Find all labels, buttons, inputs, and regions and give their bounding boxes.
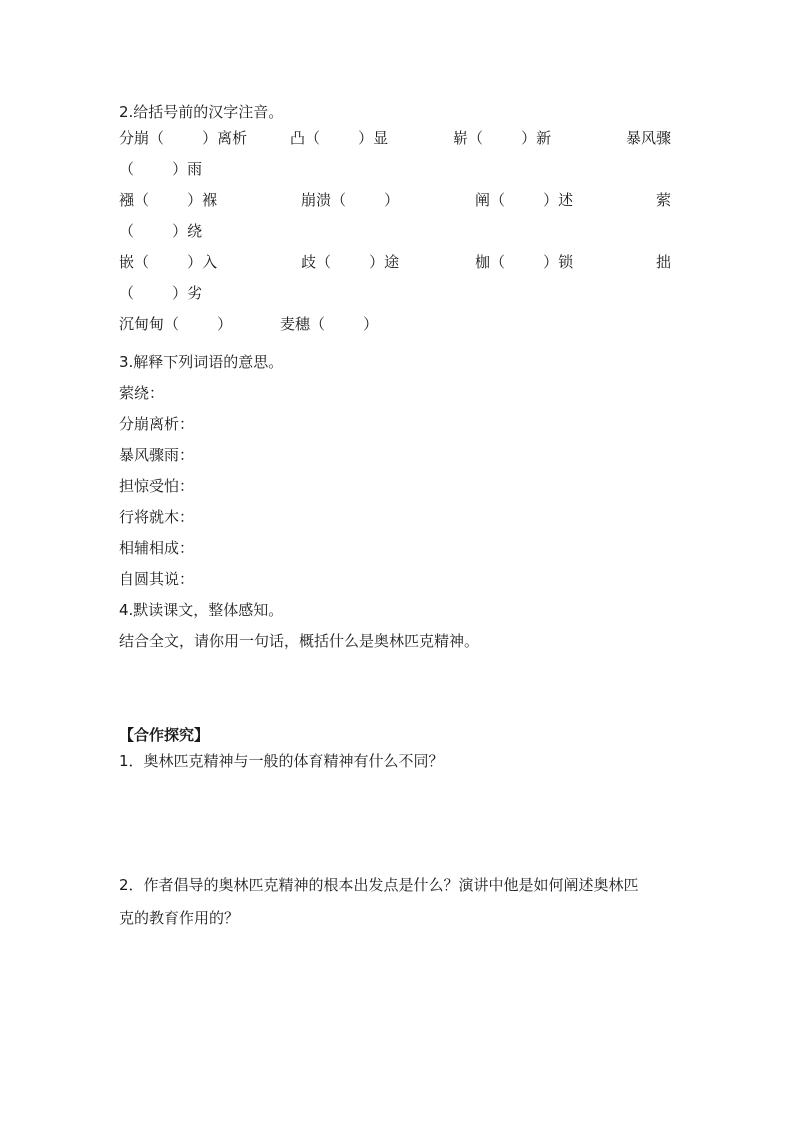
coop-question-2-line2: 克的教育作用的？ <box>119 909 240 927</box>
q2-row1-word1: 分崩（ ）离析 <box>119 129 248 147</box>
q3-item: 担惊受怕： <box>119 477 195 495</box>
coop-heading: 【合作探究】 <box>119 726 210 744</box>
coop-question-1: 1．奥林匹克精神与一般的体育精神有什么不同？ <box>119 752 444 770</box>
q2-row1-continuation: （ ）雨 <box>119 160 203 178</box>
q4-title: 4.默读课文，整体感知。 <box>119 601 284 619</box>
q3-title: 3.解释下列词语的意思。 <box>119 353 284 371</box>
q2-row3-word4: 拙 <box>656 253 672 271</box>
q2-row4-word1: 沉甸甸（ ） <box>119 315 233 333</box>
q2-row3-continuation: （ ）劣 <box>119 284 203 302</box>
q3-item: 相辅相成： <box>119 539 195 557</box>
q4-prompt: 结合全文，请你用一句话，概括什么是奥林匹克精神。 <box>119 632 480 650</box>
q2-row4-word2: 麦穗（ ） <box>280 315 379 333</box>
q2-row2-word2: 崩溃（ ） <box>301 191 400 209</box>
q2-row2-continuation: （ ）绕 <box>119 222 203 240</box>
q2-row2-word1: 襁（ ）褓 <box>119 191 218 209</box>
q2-title: 2.给括号前的汉字注音。 <box>119 103 284 121</box>
q2-row2-word4: 萦 <box>656 191 672 209</box>
q2-row3-word2: 歧（ ）途 <box>301 253 400 271</box>
q3-item: 萦绕： <box>119 384 165 402</box>
q3-item: 行将就木： <box>119 508 195 526</box>
q2-row1-word4: 暴风骤 <box>626 129 672 147</box>
q2-row3-word1: 嵌（ ）入 <box>119 253 218 271</box>
q2-row1-word3: 崭（ ）新 <box>453 129 552 147</box>
coop-question-2-line1: 2．作者倡导的奥林匹克精神的根本出发点是什么？演讲中他是如何阐述奥林匹 <box>119 876 639 894</box>
q3-item: 自圆其说： <box>119 570 195 588</box>
q3-item: 暴风骤雨： <box>119 446 195 464</box>
q2-row3-word3: 枷（ ）锁 <box>475 253 574 271</box>
q2-row2-word3: 阐（ ）述 <box>475 191 574 209</box>
q2-row1-word2: 凸（ ）显 <box>290 129 389 147</box>
q3-item: 分崩离析： <box>119 415 195 433</box>
